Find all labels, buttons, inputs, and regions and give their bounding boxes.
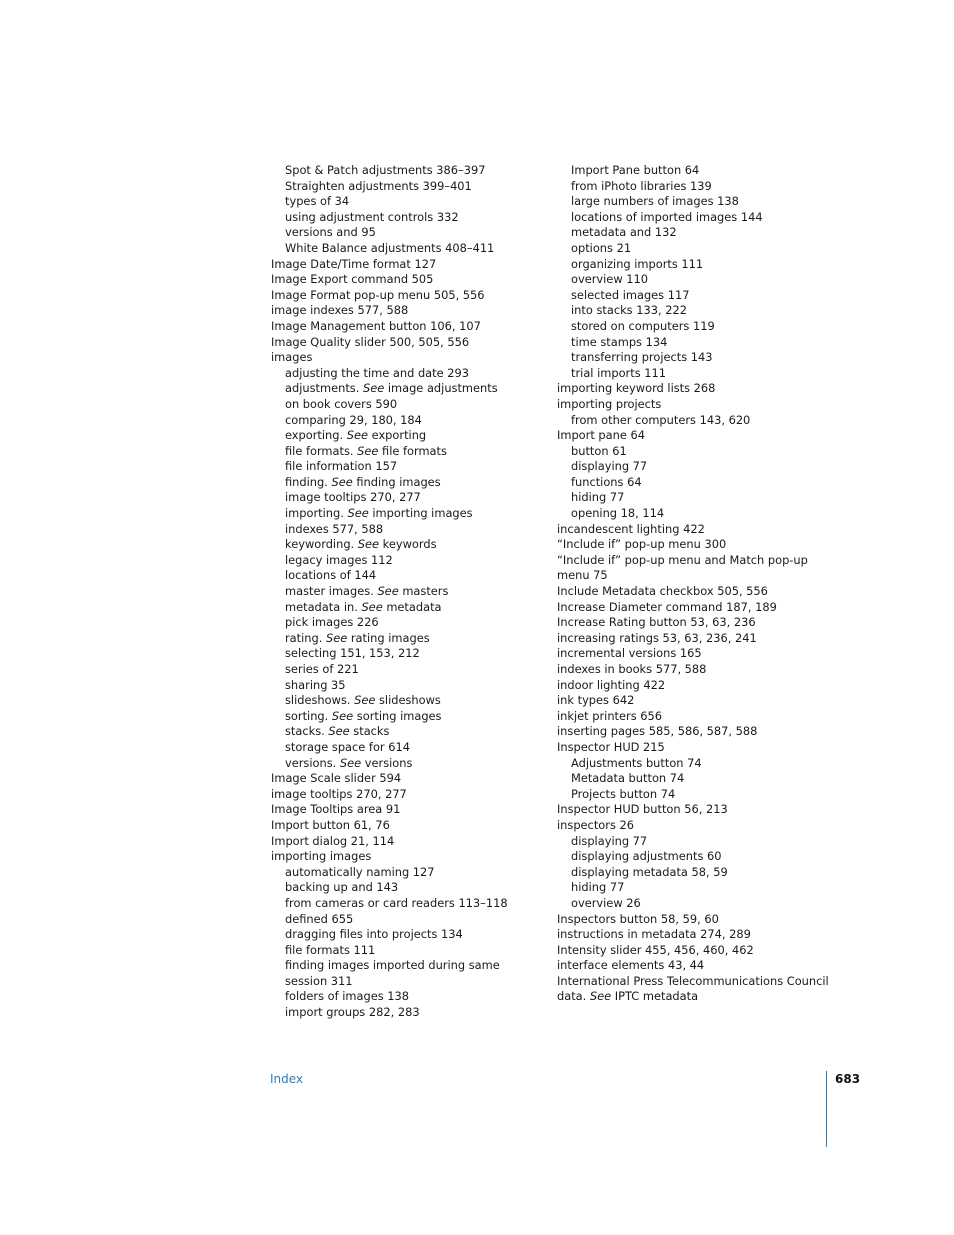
entry-target: keywords <box>379 537 437 552</box>
index-subentry <box>271 506 541 522</box>
index-subentry: storage space for 614 <box>285 739 410 754</box>
entry-text: keywording. <box>285 537 358 552</box>
index-subentry: Metadata button 74 <box>571 771 685 786</box>
index-subentry <box>271 428 541 444</box>
footer-section-label: Index <box>270 1072 304 1086</box>
index-subentry: displaying 77 <box>571 459 648 474</box>
index-entry: importing images <box>271 849 372 864</box>
index-entry: Import button 61, 76 <box>271 817 390 832</box>
index-entry: Import pane 64 <box>557 428 645 443</box>
entry-target: importing images <box>368 506 473 521</box>
see-reference: See <box>347 506 369 521</box>
index-subentry: legacy images 112 <box>285 552 393 567</box>
index-subentry: transferring projects 143 <box>571 350 713 365</box>
entry-target: versions <box>361 755 413 770</box>
index-entry: incremental versions 165 <box>557 646 702 661</box>
index-subentry: types of 34 <box>285 194 350 209</box>
index-subentry: organizing imports 111 <box>571 256 704 271</box>
index-entry: Image Management button 106, 107 <box>271 318 481 333</box>
index-subentry: file formats 111 <box>285 942 376 957</box>
see-reference: See <box>362 381 385 396</box>
index-subentry: pick images 226 <box>285 615 379 630</box>
index-subentry <box>271 709 541 725</box>
entry-text: file formats. <box>285 443 358 458</box>
index-entry: image indexes 577, 588 <box>271 303 409 318</box>
index-subentry: from iPhoto libraries 139 <box>571 178 712 193</box>
see-reference: See <box>589 989 612 1004</box>
index-column-left <box>271 163 541 1021</box>
index-entry: Inspector HUD 215 <box>557 739 665 754</box>
index-subentry: series of 221 <box>285 662 359 676</box>
index-entry: “Include if” pop-up menu and Match pop-up <box>557 552 808 567</box>
index-entry: Increase Rating button 53, 63, 236 <box>557 615 756 630</box>
index-subentry: Import Pane button 64 <box>571 163 700 177</box>
index-entry: indoor lighting 422 <box>557 677 666 692</box>
entry-text: versions. <box>285 755 340 770</box>
index-subentry: sharing 35 <box>285 677 346 692</box>
index-subentry: import groups 282, 283 <box>285 1005 420 1020</box>
index-entry: incandescent lighting 422 <box>557 521 705 536</box>
index-entry: Inspector HUD button 56, 213 <box>557 802 728 817</box>
index-subentry: backing up and 143 <box>285 880 399 895</box>
index-entry: Image Scale slider 594 <box>271 771 402 786</box>
index-entry: Include Metadata checkbox 505, 556 <box>557 584 768 599</box>
index-entry: inserting pages 585, 586, 587, 588 <box>557 724 758 739</box>
index-subentry <box>271 444 541 460</box>
see-reference: See <box>354 693 376 708</box>
index-subentry: selecting 151, 153, 212 <box>285 646 420 661</box>
index-entry: interface elements 43, 44 <box>557 958 705 973</box>
index-entry: International Press Telecommunications Council <box>557 973 829 988</box>
index-subentry <box>271 584 541 600</box>
entry-target: finding images <box>352 474 441 489</box>
see-reference: See <box>331 474 353 489</box>
index-subentry: displaying metadata 58, 59 <box>571 864 728 879</box>
entry-text: stacks. <box>285 724 329 739</box>
index-entry: Image Date/Time format 127 <box>271 256 437 271</box>
entry-text: adjustments. <box>285 381 363 396</box>
see-reference: See <box>357 443 379 458</box>
index-subentry: adjusting the time and date 293 <box>285 365 469 380</box>
index-subentry: Projects button 74 <box>571 786 676 801</box>
entry-target: IPTC metadata <box>611 989 699 1004</box>
index-entry: increasing ratings 53, 63, 236, 241 <box>557 630 757 645</box>
index-subentry: large numbers of images 138 <box>571 194 739 209</box>
entry-text: rating. <box>285 630 326 645</box>
entry-text: sorting. <box>285 708 332 723</box>
index-subentry <box>271 756 541 772</box>
index-subentry: from cameras or card readers 113–118 <box>285 895 508 910</box>
index-entry: Image Format pop-up menu 505, 556 <box>271 287 485 302</box>
index-entry: Image Export command 505 <box>271 272 434 287</box>
index-subentry: trial imports 111 <box>571 365 666 380</box>
footer-divider <box>826 1071 827 1147</box>
index-subentry <box>271 381 541 397</box>
index-subentry: indexes 577, 588 <box>285 521 384 536</box>
index-entry: menu 75 <box>557 568 608 583</box>
index-entry: Intensity slider 455, 456, 460, 462 <box>557 942 754 957</box>
index-subentry <box>271 600 541 616</box>
index-subentry <box>271 693 541 709</box>
entry-text: data. <box>557 989 590 1004</box>
entry-target: file formats <box>378 443 447 458</box>
index-entry <box>557 989 817 1005</box>
index-subentry <box>271 724 541 740</box>
entry-text: importing. <box>285 506 348 521</box>
index-subentry: using adjustment controls 332 <box>285 209 459 224</box>
index-subentry: button 61 <box>571 443 627 458</box>
index-subentry: options 21 <box>571 240 632 255</box>
index-subentry: hiding 77 <box>571 880 625 895</box>
see-reference: See <box>328 724 350 739</box>
index-subentry: Straighten adjustments 399–401 <box>285 178 472 193</box>
index-subentry: time stamps 134 <box>571 334 668 349</box>
index-subentry: Adjustments button 74 <box>571 755 702 770</box>
index-subentry <box>271 475 541 491</box>
index-entry: Image Tooltips area 91 <box>271 802 401 817</box>
entry-text: finding. <box>285 474 332 489</box>
index-subentry: on book covers 590 <box>285 396 398 411</box>
entry-text: exporting. <box>285 428 347 443</box>
index-subentry <box>271 631 541 647</box>
index-entry: importing projects <box>557 396 662 411</box>
entry-target: slideshows <box>375 693 441 708</box>
index-column-right <box>557 163 829 1005</box>
index-subentry: finding images imported during same <box>285 958 500 973</box>
see-reference: See <box>357 537 380 552</box>
index-subentry: stored on computers 119 <box>571 318 715 333</box>
index-entry: image tooltips 270, 277 <box>271 786 407 801</box>
entry-target: image adjustments <box>384 381 498 396</box>
see-reference: See <box>339 755 362 770</box>
index-entry: “Include if” pop-up menu 300 <box>557 537 727 552</box>
index-entry: images <box>271 350 313 365</box>
index-subentry: into stacks 133, 222 <box>571 303 687 318</box>
index-entry: instructions in metadata 274, 289 <box>557 927 751 942</box>
index-entry: inspectors 26 <box>557 817 634 832</box>
index-subentry: versions and 95 <box>285 225 376 240</box>
index-subentry: displaying 77 <box>571 833 648 848</box>
index-entry: importing keyword lists 268 <box>557 381 716 396</box>
see-reference: See <box>377 584 399 599</box>
see-reference: See <box>326 630 348 645</box>
see-reference: See <box>361 599 383 614</box>
entry-text: slideshows. <box>285 693 355 708</box>
index-subentry: displaying adjustments 60 <box>571 849 722 864</box>
entry-target: masters <box>398 584 449 599</box>
index-entry: inkjet printers 656 <box>557 708 662 723</box>
index-subentry: functions 64 <box>571 474 642 489</box>
entry-target: sorting images <box>353 708 442 723</box>
index-subentry: locations of imported images 144 <box>571 209 763 224</box>
index-subentry: folders of images 138 <box>285 989 409 1004</box>
index-entry: indexes in books 577, 588 <box>557 662 707 676</box>
index-subentry: White Balance adjustments 408–411 <box>285 240 495 255</box>
index-subentry <box>271 537 541 553</box>
index-entry: Increase Diameter command 187, 189 <box>557 599 777 614</box>
entry-text: master images. <box>285 584 378 599</box>
index-subentry: selected images 117 <box>571 287 690 302</box>
index-subentry: from other computers 143, 620 <box>571 412 751 427</box>
index-subentry: Spot & Patch adjustments 386–397 <box>285 163 486 177</box>
index-subentry: opening 18, 114 <box>571 506 665 521</box>
index-entry: Import dialog 21, 114 <box>271 833 395 848</box>
index-subentry: file information 157 <box>285 459 398 474</box>
index-subentry: image tooltips 270, 277 <box>285 490 421 505</box>
index-subentry: defined 655 <box>285 911 354 926</box>
index-entry: ink types 642 <box>557 693 635 708</box>
page-number: 683 <box>835 1072 861 1086</box>
index-entry: Image Quality slider 500, 505, 556 <box>271 334 470 349</box>
see-reference: See <box>346 428 369 443</box>
index-subentry: metadata and 132 <box>571 225 677 240</box>
index-subentry: overview 110 <box>571 272 648 287</box>
index-subentry: overview 26 <box>571 895 641 910</box>
index-subentry: dragging files into projects 134 <box>285 927 463 942</box>
entry-text: metadata in. <box>285 599 362 614</box>
index-subentry: locations of 144 <box>285 568 377 583</box>
index-subentry: comparing 29, 180, 184 <box>285 412 422 427</box>
entry-target: rating images <box>347 630 430 645</box>
entry-target: stacks <box>349 724 390 739</box>
index-subentry: session 311 <box>285 973 353 988</box>
see-reference: See <box>331 708 354 723</box>
index-subentry: hiding 77 <box>571 490 625 505</box>
entry-target: exporting <box>368 428 427 443</box>
index-subentry: automatically naming 127 <box>285 864 435 879</box>
entry-target: metadata <box>382 599 442 614</box>
index-entry: Inspectors button 58, 59, 60 <box>557 911 719 926</box>
